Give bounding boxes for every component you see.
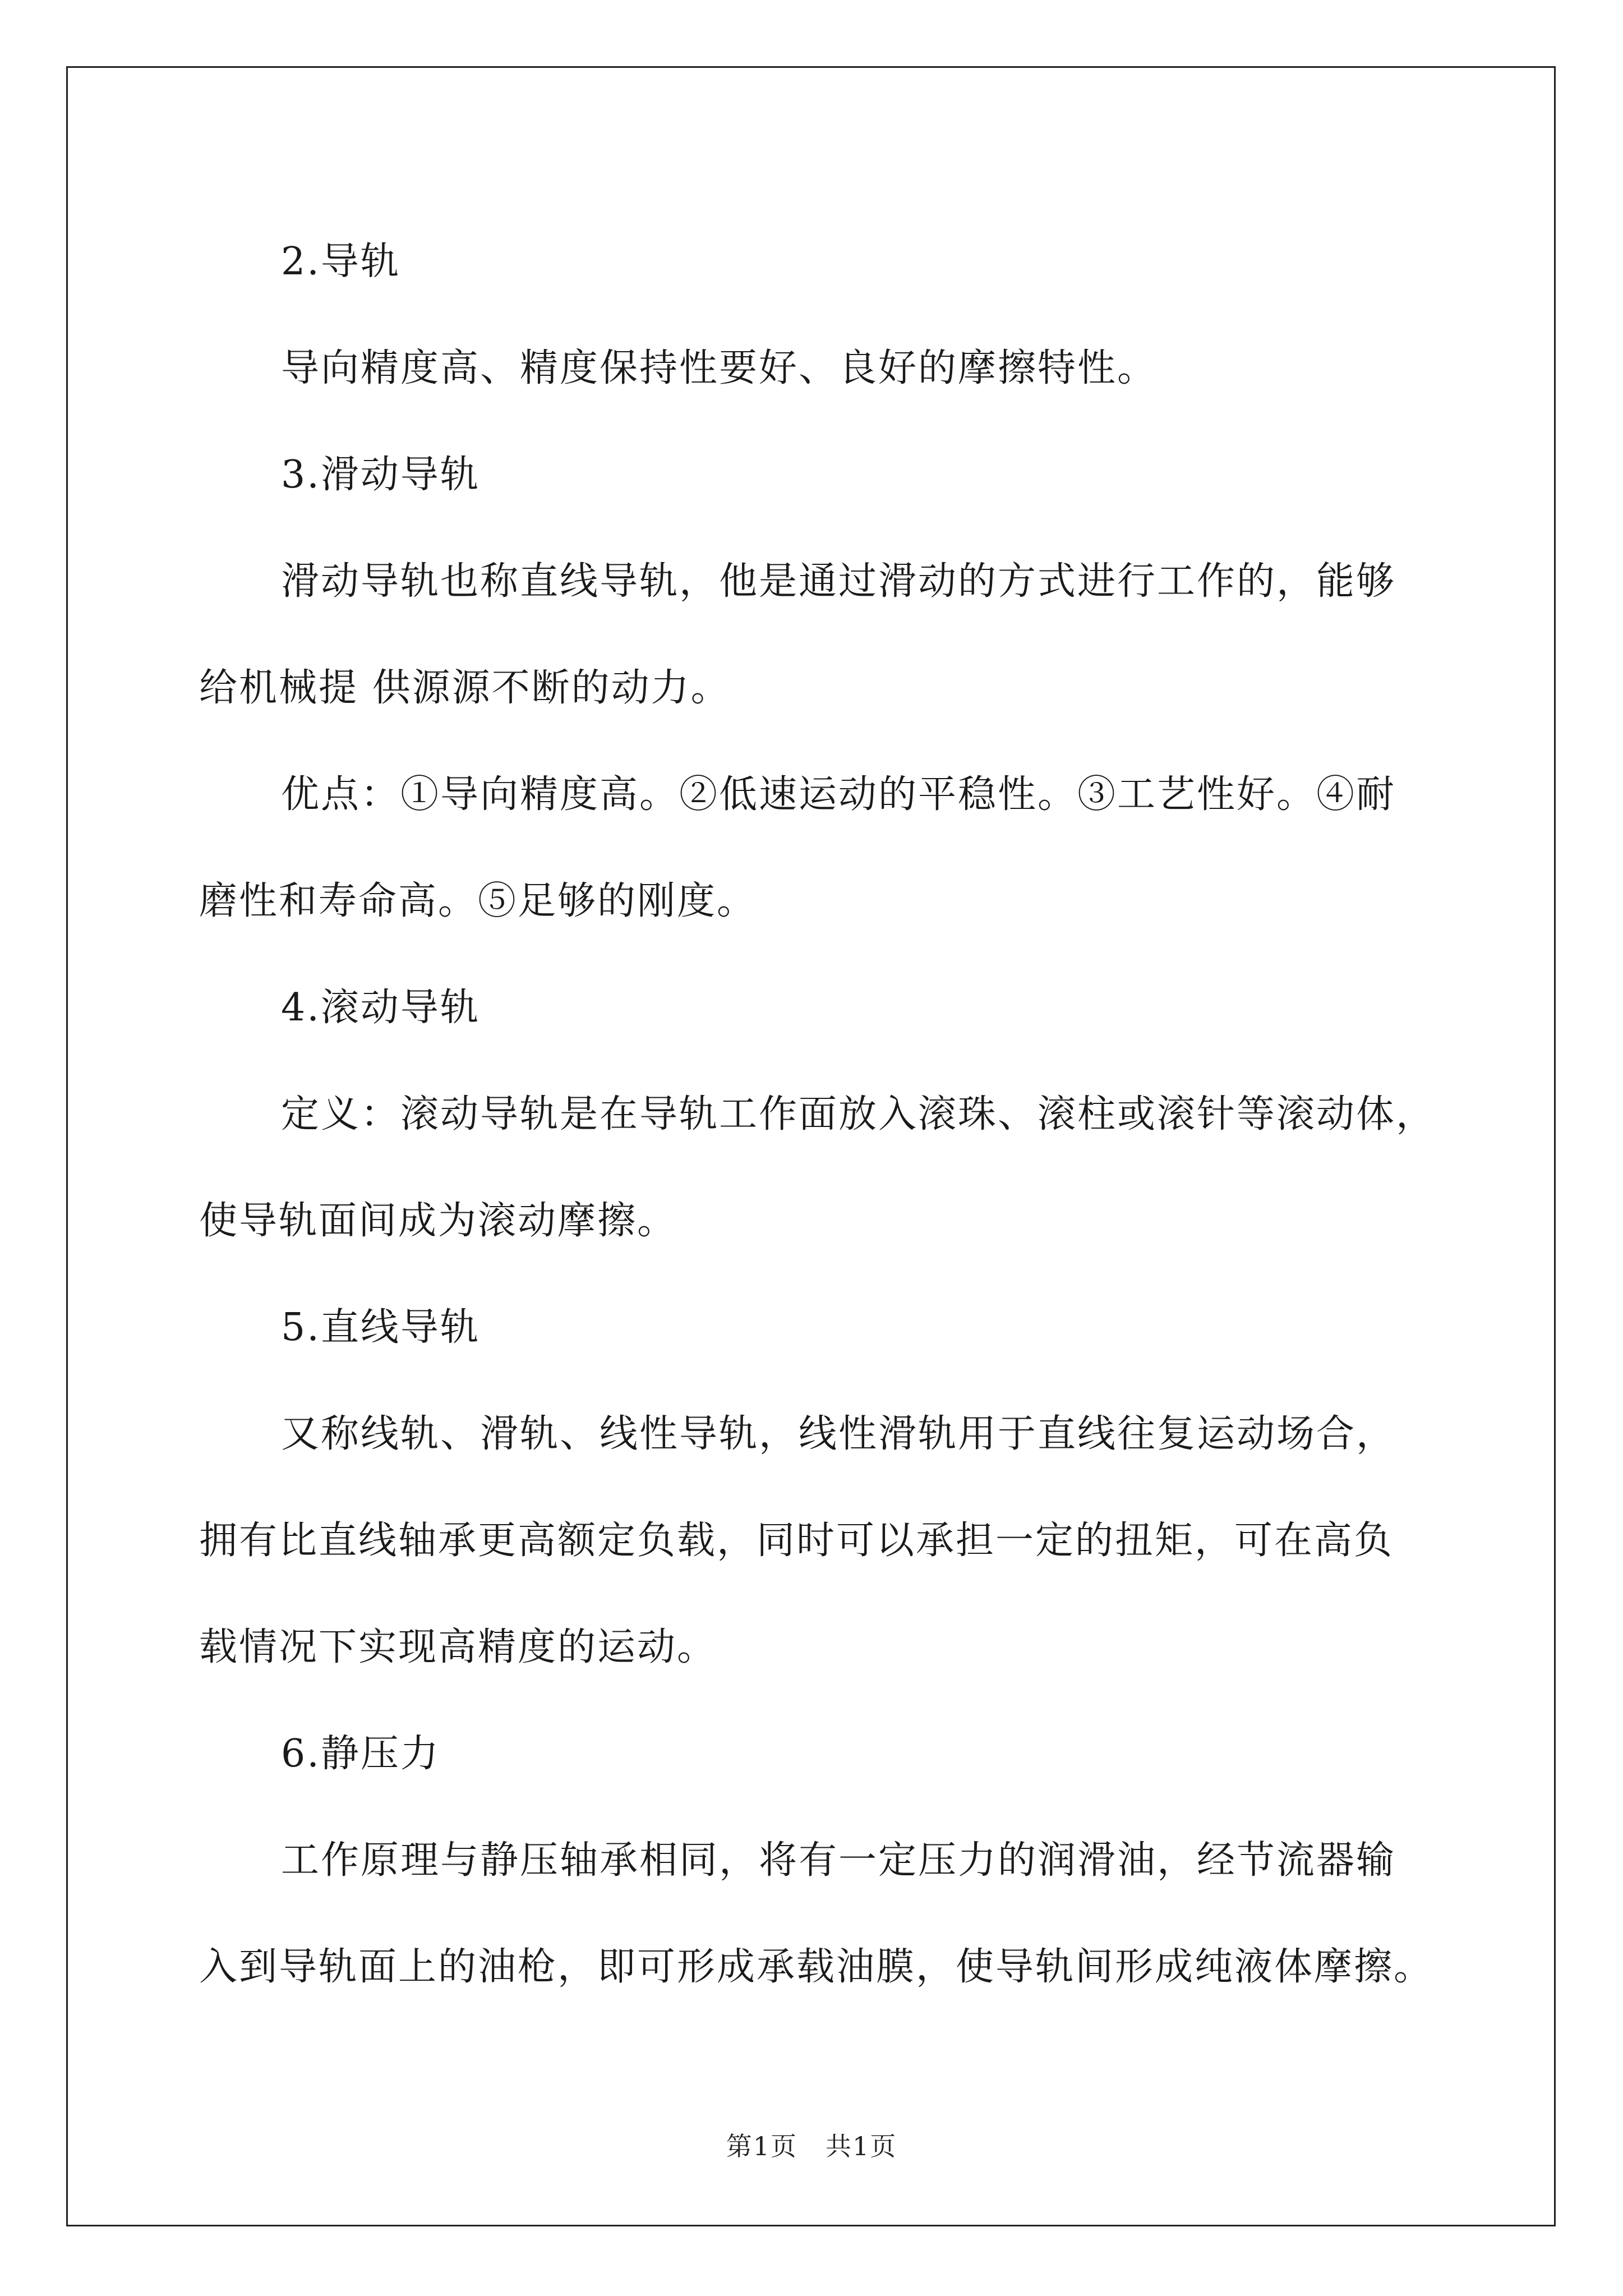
section-heading: 2.导轨 bbox=[281, 240, 400, 284]
paragraph-line: 工作原理与静压轴承相同，将有一定压力的润滑油，经节流器输 bbox=[281, 1838, 1396, 1883]
paragraph-line: 拥有比直线轴承更高额定负载，同时可以承担一定的扭矩，可在高负 bbox=[199, 1519, 1394, 1563]
paragraph-line: 使导轨面间成为滚动摩擦。 bbox=[199, 1199, 677, 1243]
page-footer bbox=[0, 2126, 1623, 2163]
paragraph-line: 定义：滚动导轨是在导轨工作面放入滚珠、滚柱或滚针等滚动体， bbox=[281, 1092, 1436, 1137]
paragraph-line: 载情况下实现高精度的运动。 bbox=[199, 1625, 717, 1669]
paragraph-line: 导向精度高、精度保持性要好、良好的摩擦特性。 bbox=[281, 346, 1158, 390]
section-heading: 5.直线导轨 bbox=[281, 1305, 480, 1350]
page-number-total: 共1页 bbox=[826, 2131, 897, 2161]
document-body bbox=[199, 209, 1436, 2021]
paragraph-line: 给机械提 供源源不断的动力。 bbox=[199, 666, 731, 710]
section-heading: 3.滑动导轨 bbox=[281, 453, 480, 497]
section-heading: 6.静压力 bbox=[281, 1732, 440, 1776]
paragraph-line: 又称线轨、滑轨、线性导轨，线性滑轨用于直线往复运动场合， bbox=[281, 1412, 1396, 1456]
page-number-current: 第1页 bbox=[726, 2131, 797, 2161]
paragraph-line: 入到导轨面上的油枪，即可形成承载油膜，使导轨间形成纯液体摩擦。 bbox=[199, 1945, 1434, 1989]
paragraph-line: 优点：①导向精度高。②低速运动的平稳性。③工艺性好。④耐 bbox=[281, 772, 1396, 817]
section-heading: 4.滚动导轨 bbox=[281, 986, 480, 1030]
paragraph-line: 滑动导轨也称直线导轨，他是通过滑动的方式进行工作的，能够 bbox=[281, 559, 1396, 604]
paragraph-line: 磨性和寿命高。⑤足够的刚度。 bbox=[199, 879, 757, 923]
